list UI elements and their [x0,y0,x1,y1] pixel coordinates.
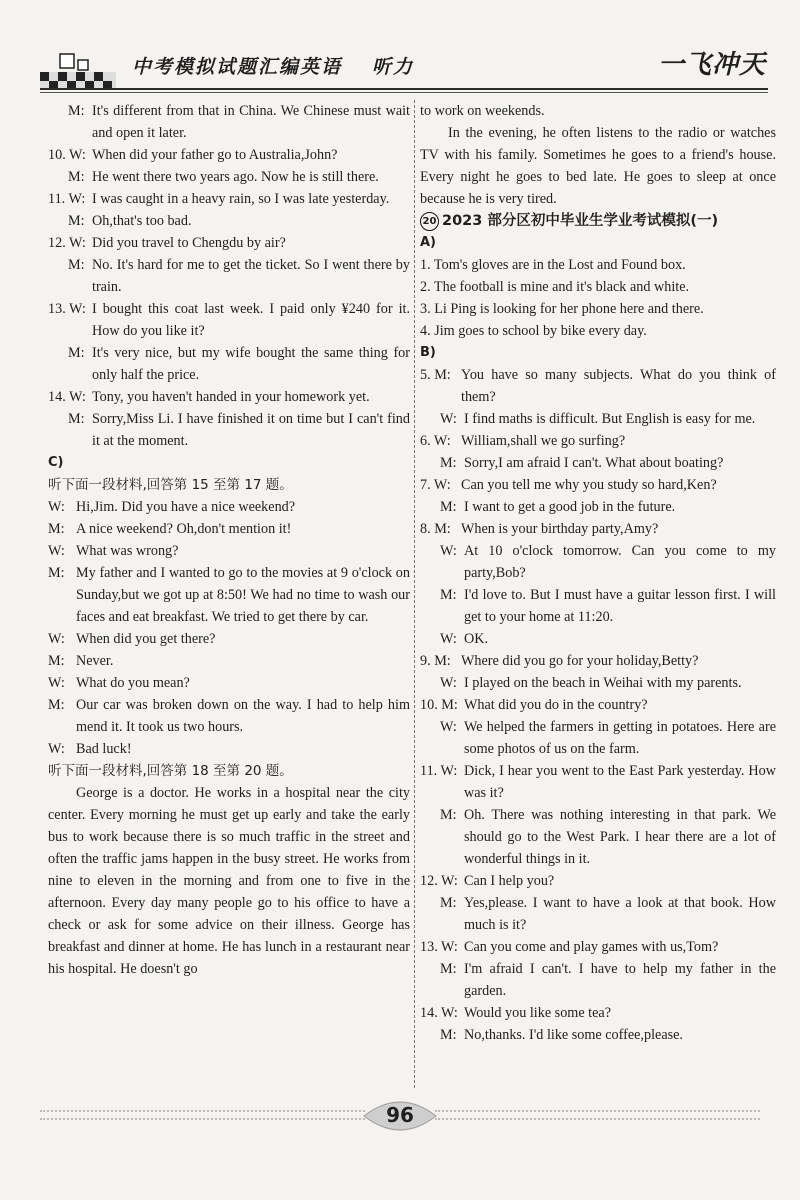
dialogue-line: M: No,thanks. I'd like some coffee,please. [440,1027,683,1043]
question-10: 10. M: What did you do in the country? [420,697,648,713]
question-12: 12. W: Can I help you? [420,873,555,889]
header-subtitle: 听力 [372,56,415,78]
question-9: 9. M: Where did you go for your holiday,Betty? [420,653,699,669]
header-title: 中考模拟试题汇编英语 [132,56,343,78]
section-b-label: B) [420,345,436,360]
question-6: 6. W: William,shall we go surfing? [420,433,626,449]
question-11: 11. W: I was caught in a heavy rain, so I was late yesterday. [48,191,390,207]
dialogue-line: M: Oh,that's too bad. [68,213,192,229]
footer-ornament-left [40,1110,365,1120]
question-13: 13. W: Can you come and play games with us,Tom? [420,939,719,955]
dialogue-line: W: We helped the farmers in getting in potatoes. Here are some photos of us on the farm. [440,719,776,757]
dialogue-line: W: At 10 o'clock tomorrow. Can you come to my party,Bob? [440,543,776,581]
sentence-item: 3. Li Ping is looking for her phone here and there. [420,301,704,317]
dialogue-line: W: OK. [440,631,489,647]
question-10: 10. W: When did your father go to Australia,John? [48,147,338,163]
header-rule [40,88,768,90]
dialogue-line: W: I find maths is difficult. But English is easy for me. [440,411,756,427]
dialogue-line: W: Hi,Jim. Did you have a nice weekend? [48,499,296,515]
question-11: 11. W: Dick, I hear you went to the East Park yesterday. How was it? [420,763,776,801]
dialogue-line: W: When did you get there? [48,631,216,647]
passage-paragraph: In the evening, he often listens to the radio or watches TV with his family. Sometimes he goes to a friend's house. Every night he goes to bed late. He goes to sleep at once because he is very tired. [420,125,776,207]
question-7: 7. W: Can you tell me why you study so hard,Ken? [420,477,717,493]
page-header [0,0,800,96]
exam-section-heading: 20 2023 部分区初中毕业生学业考试模拟(一) [420,210,776,232]
dialogue-line: W: Bad luck! [48,741,132,757]
dialogue-line: M: A nice weekend? Oh,don't mention it! [48,521,292,537]
dialogue-line: M: Never. [48,653,114,669]
dialogue-line: M: I'm afraid I can't. I have to help my father in the garden. [440,961,776,999]
column-divider [414,100,415,1088]
dialogue-line: M: Sorry,Miss Li. I have finished it on time but I can't find it at the moment. [68,411,410,449]
sentence-item: 1. Tom's gloves are in the Lost and Found box. [420,257,686,273]
dialogue-line: M: It's very nice, but my wife bought the same thing for only half the price. [68,345,410,383]
dialogue-line: W: What was wrong? [48,543,179,559]
header-rule-thin [40,92,768,93]
dialogue-line: W: What do you mean? [48,675,190,691]
page-number: 96 [386,1103,414,1127]
brand-logo: 一飞冲天 [658,50,767,80]
passage-paragraph: George is a doctor. He works in a hospital near the city center. Every morning he must get up early and take the early bus to work because there is so much traffic in the street and often the traffic jams happen in the busy street. He works from nine to eleven in the morning and from one to five in the afternoon. Every day many people go to his office to have a check or ask for some advice on their illness. George has breakfast and dinner at home. He has lunch in a restaurant near his hospital. He doesn't go [48,785,410,977]
sentence-item: 2. The football is mine and it's black and white. [420,279,690,295]
dialogue-line: M: Our car was broken down on the way. I had to help him mend it. It took us two hours. [48,697,410,735]
question-13: 13. W: I bought this coat last week. I paid only ¥240 for it. How do you like it? [48,301,410,339]
dialogue-line: M: Oh. There was nothing interesting in that park. We should go to the West Park. I hear there are a lot of wonderful things in it. [440,807,776,867]
dialogue-line: M: He went there two years ago. Now he is still there. [68,169,379,185]
left-column [48,100,410,980]
section-c-label: C) [48,455,64,470]
question-8: 8. M: When is your birthday party,Amy? [420,521,659,537]
sentence-item: 4. Jim goes to school by bike every day. [420,323,647,339]
dialogue-line: M: I'd love to. But I must have a guitar lesson first. I will get to your home at 11:20. [440,587,776,625]
instruction-18-20: 听下面一段材料,回答第 18 至第 20 题。 [48,763,293,779]
dialogue-line: W: I played on the beach in Weihai with my parents. [440,675,742,691]
checker-logo-icon [40,52,116,90]
instruction-15-17: 听下面一段材料,回答第 15 至第 17 题。 [48,477,293,493]
section-number-badge: 20 [420,212,439,231]
passage-continuation: to work on weekends. [420,103,545,119]
dialogue-line: M: I want to get a good job in the future. [440,499,676,515]
dialogue-line: M: My father and I wanted to go to the movies at 9 o'clock on Sunday,but we got up at 8:50! We had no time to wash our faces and eat breakfast. We tried to get there by car. [48,565,410,625]
question-5: 5. M: You have so many subjects. What do you think of them? [420,367,776,405]
dialogue-line: M: No. It's hard for me to get the ticket. So I went there by train. [68,257,410,295]
question-14: 14. W: Tony, you haven't handed in your homework yet. [48,389,370,405]
right-column [420,100,776,1046]
dialogue-line: M: Sorry,I am afraid I can't. What about boating? [440,455,724,471]
question-12: 12. W: Did you travel to Chengdu by air? [48,235,286,251]
dialogue-line: M: Yes,please. I want to have a look at that book. How much is it? [440,895,776,933]
section-a-label: A) [420,235,437,250]
question-14: 14. W: Would you like some tea? [420,1005,612,1021]
footer-ornament-right [435,1110,760,1120]
dialogue-line: M: It's different from that in China. We Chinese must wait and open it later. [68,103,410,141]
